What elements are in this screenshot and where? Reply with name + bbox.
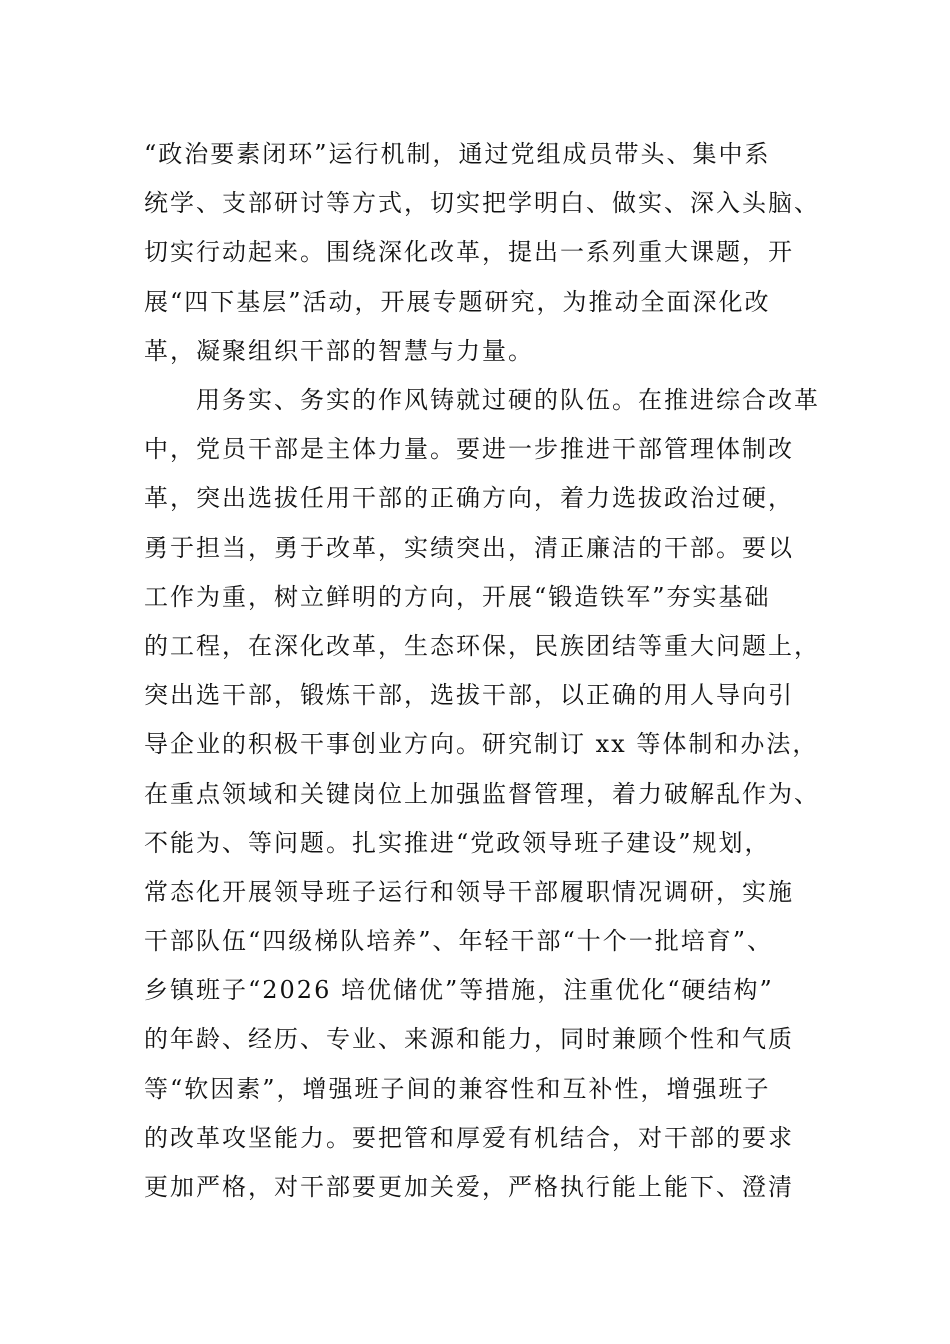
text-line: 等“软因素”，增强班子间的兼容性和互补性，增强班子 (144, 1074, 771, 1103)
text-line: 革，突出选拔任用干部的正确方向，着力选拔政治过硬， (144, 484, 794, 513)
text-line: 的年龄、经历、专业、来源和能力，同时兼顾个性和气质 (144, 1025, 794, 1054)
text-line: 更加严格，对干部要更加关爱，严格执行能上能下、澄清 (144, 1173, 794, 1201)
text-line: “政治要素闭环”运行机制，通过党组成员带头、集中系 (144, 140, 771, 168)
text-line: 的改革攻坚能力。要把管和厚爱有机结合，对干部的要求 (144, 1123, 794, 1152)
text-line: 中，党员干部是主体力量。要进一步推进干部管理体制改 (144, 435, 794, 464)
text-line: 的工程，在深化改革，生态环保，民族团结等重大问题上， (144, 631, 820, 660)
text-line: 突出选干部，锻炼干部，选拔干部，以正确的用人导向引 (144, 681, 794, 710)
text-line: 干部队伍“四级梯队培养”、年轻干部“十个一批培育”、 (144, 927, 774, 956)
text-line: 常态化开展领导班子运行和领导干部履职情况调研，实施 (144, 877, 794, 906)
text-line: 切实行动起来。围绕深化改革，提出一系列重大课题，开 (144, 238, 794, 267)
paragraph-1 (144, 130, 820, 376)
text-line: 革，凝聚组织干部的智慧与力量。 (144, 336, 534, 365)
text-line: 统学、支部研讨等方式，切实把学明白、做实、深入头脑、 (144, 189, 820, 218)
text-line: 工作为重，树立鲜明的方向，开展“锻造铁军”夯实基础 (144, 582, 771, 611)
text-line: 在重点领域和关键岗位上加强监督管理，着力破解乱作为、 (144, 779, 820, 808)
text-line: 导企业的积极干事创业方向。研究制订 xx 等体制和办法， (144, 730, 819, 759)
text-line: 用务实、务实的作风铸就过硬的队伍。在推进综合改革 (144, 386, 820, 414)
text-line: 勇于担当，勇于改革，实绩突出，清正廉洁的干部。要以 (144, 533, 794, 562)
text-line: 展“四下基层”活动，开展专题研究，为推动全面深化改 (144, 287, 771, 316)
paragraph-2 (144, 376, 820, 1212)
text-line: 不能为、等问题。扎实推进“党政领导班子建设”规划， (144, 828, 771, 857)
text-line: 乡镇班子“2026 培优储优”等措施，注重优化“硬结构” (144, 976, 774, 1005)
